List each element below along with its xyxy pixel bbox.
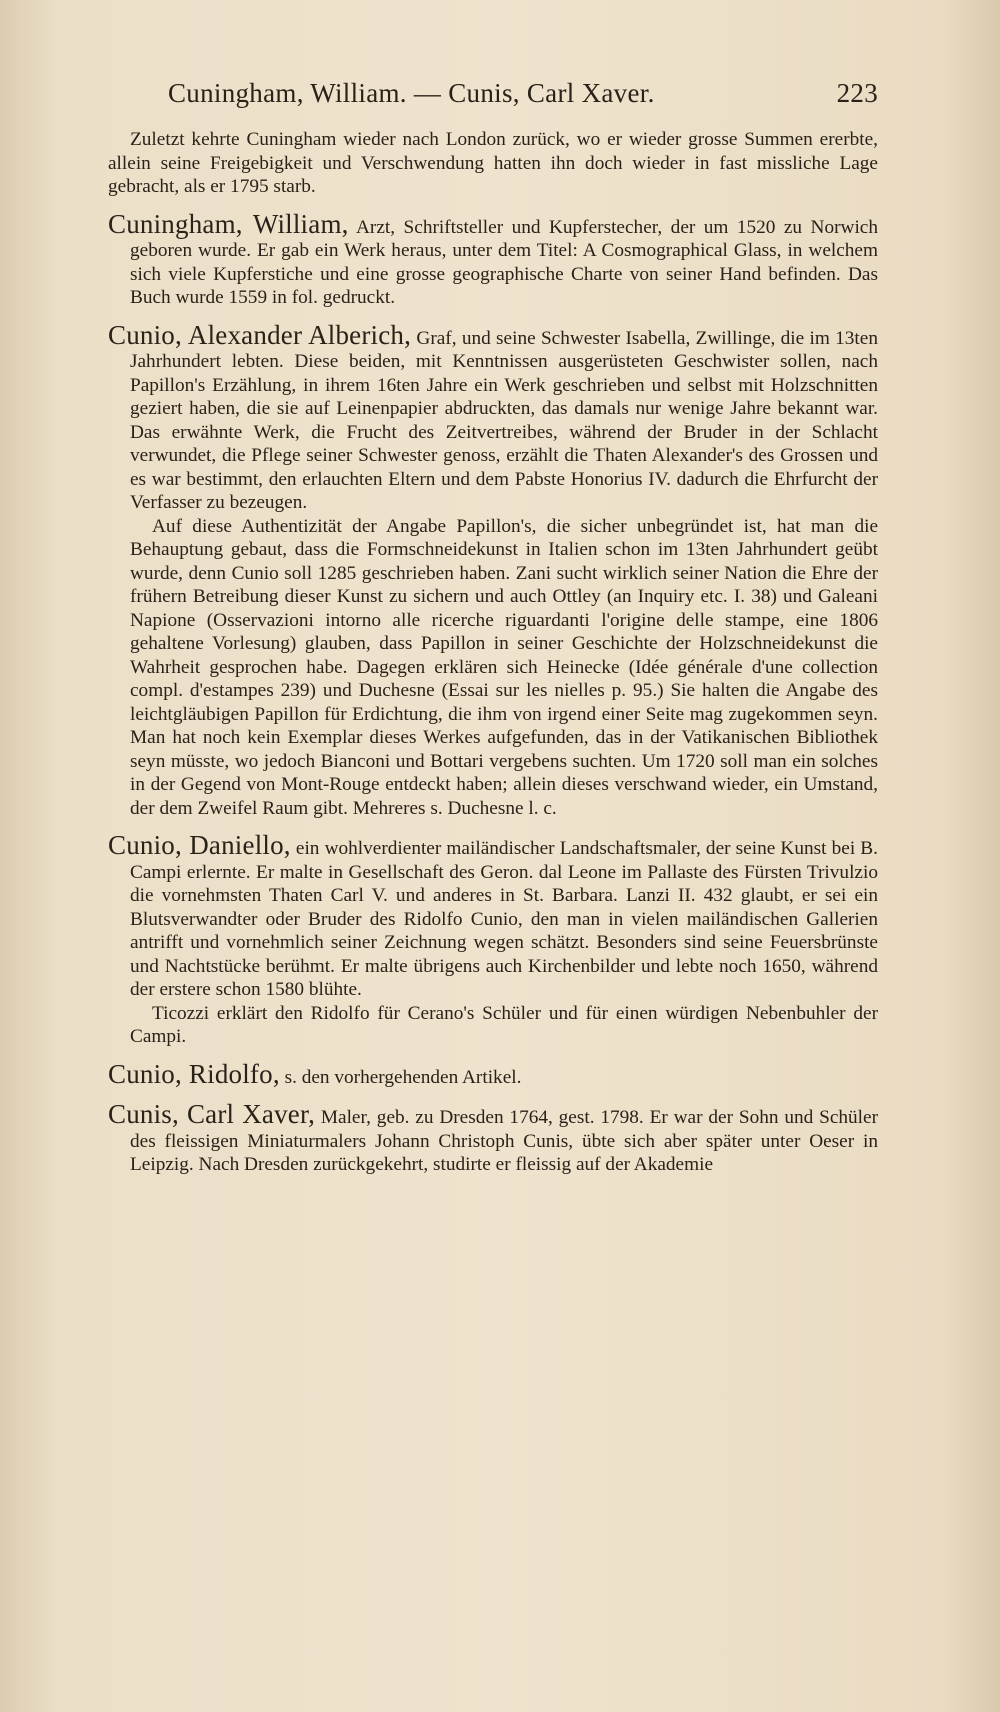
entry-headword: Cuningham, William,	[108, 208, 349, 239]
page-text	[108, 128, 878, 1191]
entry-paragraph: Ticozzi erklärt den Ridolfo für Cerano's Schüler und für einen würdigen Nebenbuhler der Campi.	[130, 1002, 878, 1047]
entry-cunis-carl-xaver	[108, 1099, 878, 1177]
continuation-paragraph: Zuletzt kehrte Cuningham wieder nach London zurück, wo er wieder grosse Summen ererbte, allein seine Freigebigkeit und Verschwendung hatten ihn doch wieder in fast missliche Lage gebracht, als er 1795 starb.	[108, 129, 878, 197]
entry-paragraph: Auf diese Authentizität der Angabe Papillon's, die sicher unbegründet ist, hat man die Behauptung gebaut, dass die Formschneidekunst in Italien schon im 13ten Jahrhundert geübt wurde, denn Cunio soll 1285 geschrieben haben. Zani sucht wirklich seiner Nation die Ehre der frühern Betreibung dieser Kunst zu sichern und auch Ottley (an Inquiry etc. I. 38) und Galeani Napione (Osservazioni intorno alle ricerche riguardanti l'origine delle stampe, eine 1806 gehaltene Vorlesung) glauben, dass Papillon in seiner Geschichte der Holzschneidekunst die Wahrheit gesprochen habe. Dagegen erklären sich Heinecke (Idée générale d'une collection compl. d'estampes 239) und Duchesne (Essai sur les nielles p. 95.) Sie halten die Angabe des leichtgläubigen Papillon für Erdichtung, die ihm von irgend einer Seite mag zugekommen seyn. Man hat noch kein Exemplar dieses Werkes aufgefunden, das in der Vatikanischen Bibliothek seyn müsste, wo jedoch Bianconi und Bottari vergebens suchten. Um 1720 soll man ein solches in der Gegend von Mont-Rouge entdeckt haben; allein dieses verschwand wieder, ein Umstand, der dem Zweifel Raum gibt. Mehreres s. Duchesne l. c.	[130, 515, 878, 819]
page-number: 223	[836, 78, 878, 108]
running-header	[158, 78, 878, 112]
entry-text: Graf, und seine Schwester Isabella, Zwillinge, die im 13ten Jahrhundert lebten. Diese beiden, mit Kenntnissen ausgerüsteten Geschwister sollen, nach Papillon's Erzählung, in ihrem 16ten Jahre ein Werk geschrieben und selbst mit Holzschnitten geziert haben, die sie auf Leinenpapier abdruckten, das damals nur wenige Jahre bekannt war. Das erwähnte Werk, die Frucht des Zeitvertreibes, während der Bruder in der Schlacht verwundet, die Pflege seiner Schwester genoss, erzählt die Thaten Alexander's des Grossen und es war bestimmt, den erlauchten Eltern und dem Pabste Honorius IV. dadurch die Ehrfurcht der Verfasser zu bezeugen.	[130, 327, 878, 513]
entry-cunio-ridolfo	[108, 1058, 878, 1090]
entry-headword: Cunio, Alexander Alberich,	[108, 319, 412, 350]
running-title: Cuningham, William. — Cunis, Carl Xaver.	[168, 78, 655, 108]
entry-headword: Cunio, Daniello,	[108, 830, 291, 860]
entry-text: Arzt, Schriftsteller und Kupferstecher, der um 1520 zu Norwich geboren wurde. Er gab ein Werk heraus, unter dem Titel: A Cosmographical Glass, in welchem sich viele Kupferstiche und eine grosse geographische Charte von seiner Hand befinden. Das Buch wurde 1559 in fol. gedruckt.	[130, 216, 878, 308]
entry-text: Maler, geb. zu Dresden 1764, gest. 1798. Er war der Sohn und Schüler des fleissigen Miniaturmalers Johann Christoph Cunis, übte sich aber später unter Oeser in Leipzig. Nach Dresden zurückgekehrt, studirte er fleissig auf der Akademie	[130, 1107, 878, 1175]
entry-cuningham-william	[108, 208, 878, 310]
entry-cunio-daniello	[108, 830, 878, 1049]
entry-headword: Cunis, Carl Xaver,	[108, 1099, 316, 1129]
entry-headword: Cunio, Ridolfo,	[108, 1058, 280, 1089]
entry-text: ein wohlverdienter mailändischer Landschaftsmaler, der seine Kunst bei B. Campi erlernte. Er malte in Gesellschaft des Geron. dal Leone im Pallaste des Fürsten Trivulzio die vornehmsten Thaten Carl V. und anderes in St. Barbara. Lanzi II. 432 glaubt, er sei ein Blutsverwandter oder Bruder des Ridolfo Cunio, den man in vielen mailändischen Gallerien antrifft und vornehmlich seiner Zeichnung wegen schätzt. Besonders sind seine Feuersbrünste und Nachtstücke berühmt. Er malte übrigens auch Kirchenbilder und lebte noch 1650, während der erstere schon 1580 blühte.	[130, 838, 878, 1000]
entry-text: s. den vorhergehenden Artikel.	[284, 1066, 522, 1088]
entry-cunio-alexander	[108, 319, 878, 821]
